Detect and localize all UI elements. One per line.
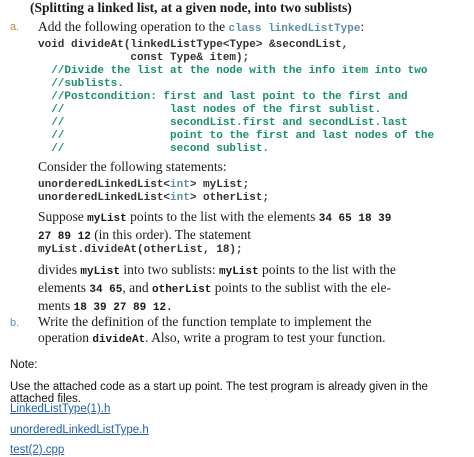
code-comment-5: // secondList.first and secondList.last — [38, 117, 408, 129]
attachment-link-linkedlisttype[interactable]: LinkedListType(1).h — [10, 403, 111, 415]
attachment-link-test-cpp[interactable]: test(2).cpp — [10, 444, 65, 456]
note-text: Use the attached code as a start up point. The test program is already given in the attached files. — [10, 381, 428, 405]
note-label: Note: — [10, 359, 38, 371]
part-b-text: Write the definition of the function template to implement the operation divideAt. Also, write a program to test your function. — [38, 314, 386, 346]
code-comment-6: // point to the first and last nodes of the — [38, 130, 435, 142]
divide-call: myList.divideAt(otherList, 18); — [38, 244, 243, 256]
divides-paragraph: divides myList into two sublists: myList points to the list with the elements 34 65, and otherList points to the sublist with the ele- ments 18 39 27 89 12. — [38, 262, 396, 314]
code-comment-2: //sublists. — [38, 78, 124, 90]
part-b-marker: b. — [10, 317, 20, 329]
code-comment-3: //Postcondition: first and last point to the first and — [38, 91, 408, 103]
code-line-2: const Type& item); — [38, 52, 250, 64]
code-line-1: void divideAt(linkedListType<Type> &secondList, — [38, 39, 349, 51]
part-a-intro: Add the following operation to the class linkedListType: — [38, 19, 365, 35]
code-comment-1: //Divide the list at the node with the info item into two — [38, 65, 428, 77]
class-name: class linkedListType — [228, 23, 361, 35]
exercise-title: (Splitting a linked list, at a given node, into two sublists) — [30, 0, 352, 15]
consider-text: Consider the following statements: — [38, 159, 227, 174]
suppose-paragraph: Suppose myList points to the list with the elements 34 65 18 39 27 89 12 (in this order). The statement — [38, 209, 392, 243]
statement-2: unorderedLinkedList<int> otherList; — [38, 192, 270, 204]
attachment-link-unorderedlinkedlisttype[interactable]: unorderedLinkedListType.h — [10, 424, 149, 436]
part-a-marker: a. — [10, 21, 20, 33]
statement-1: unorderedLinkedList<int> myList; — [38, 179, 250, 191]
code-comment-4: // last nodes of the first sublist. — [38, 104, 382, 116]
code-comment-7: // second sublist. — [38, 143, 270, 155]
